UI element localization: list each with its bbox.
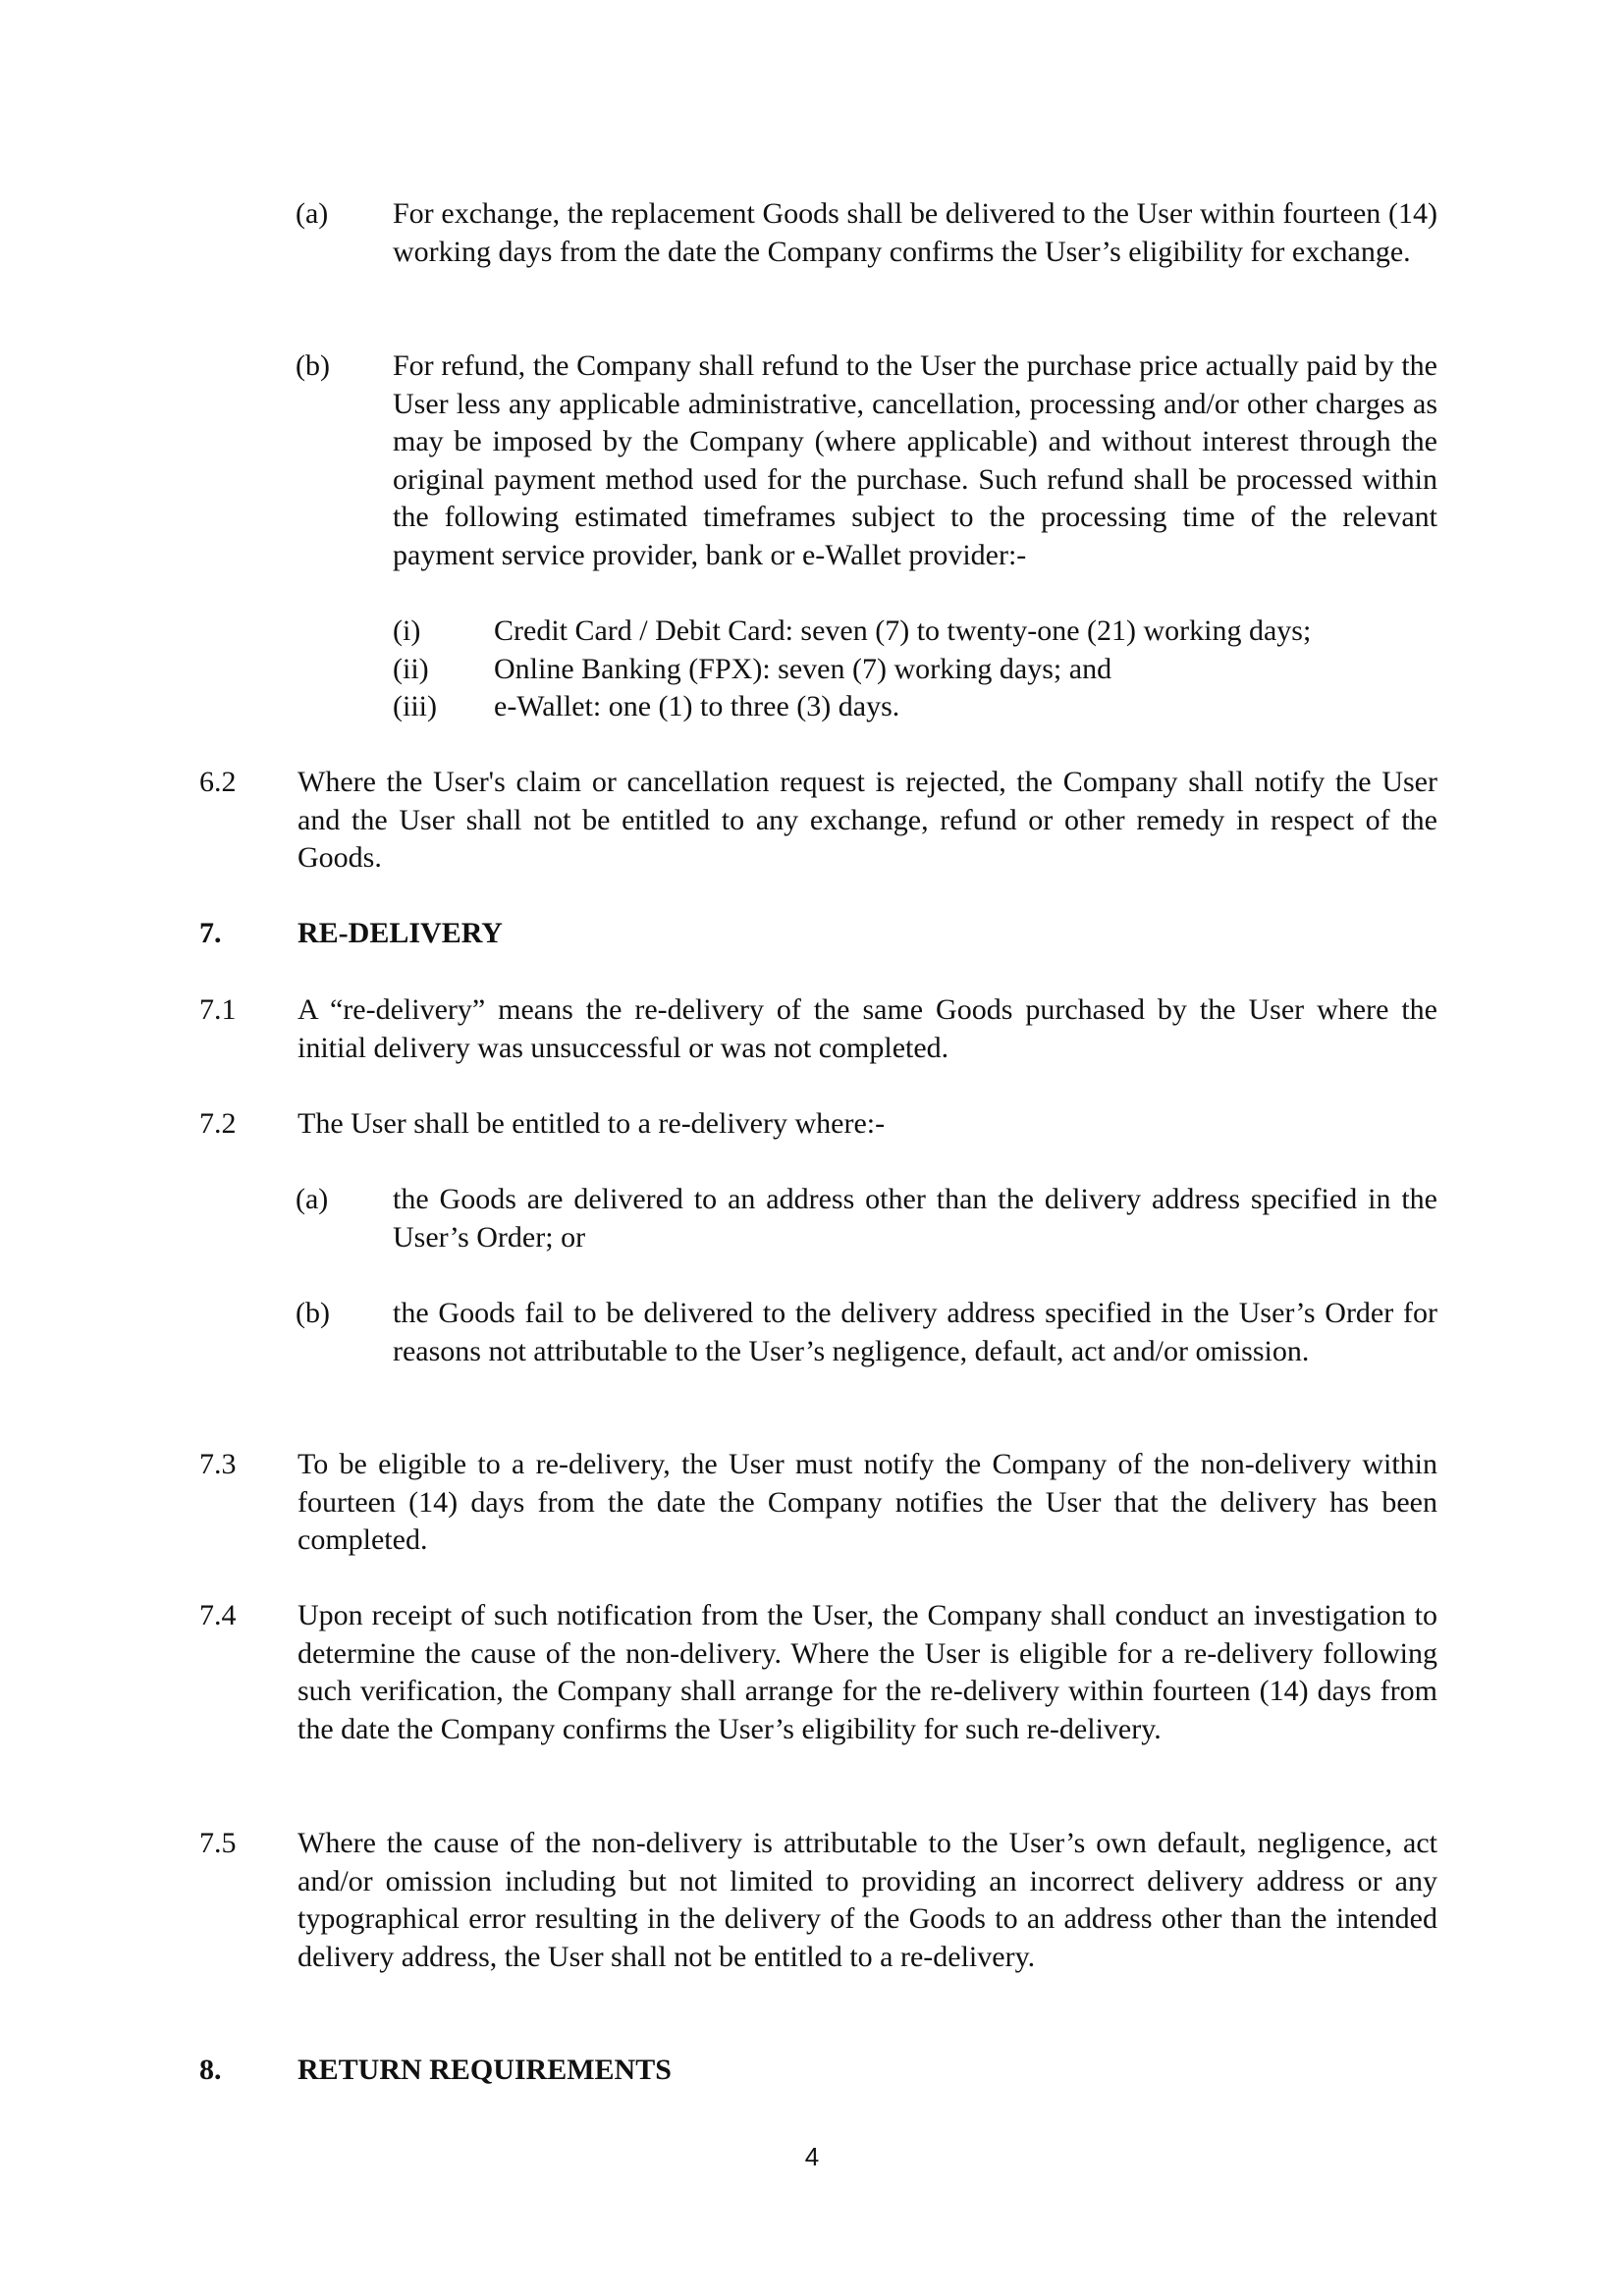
clause-7-3-number: 7.3 bbox=[199, 1448, 237, 1480]
clause-7-5-number: 7.5 bbox=[199, 1827, 237, 1859]
para-a-label: (a) bbox=[296, 197, 329, 230]
section-8-title: RETURN REQUIREMENTS bbox=[298, 2054, 672, 2086]
clause-7-2-number: 7.2 bbox=[199, 1107, 237, 1140]
refund-item-text: Credit Card / Debit Card: seven (7) to twenty-one (21) working days; bbox=[494, 614, 1312, 647]
clause-7-2-text: The User shall be entitled to a re-delivery where:- bbox=[298, 1107, 886, 1140]
clause-6-2-text: Where the User's claim or cancellation request is rejected, the Company shall notify the User and the User shall not be entitled to any exchange, refund or other remedy in respect of the Goods. bbox=[298, 766, 1437, 874]
refund-item-text: e-Wallet: one (1) to three (3) days. bbox=[494, 690, 900, 722]
refund-item-text: Online Banking (FPX): seven (7) working days; and bbox=[494, 653, 1112, 685]
para-a-text: For exchange, the replacement Goods shall be delivered to the User within fourteen (14) working days from the date the Company confirms the User’s eligibility for exchange. bbox=[393, 197, 1437, 268]
refund-item-label: (ii) bbox=[393, 653, 429, 685]
section-7-title: RE-DELIVERY bbox=[298, 917, 503, 949]
para-b-text: For refund, the Company shall refund to the User the purchase price actually paid by the User less any applicable administrative, cancellation, processing and/or other charges as may be imposed by the Company (where applicable) and without interest through the original payment method used for the purchase. Such refund shall be processed within the following estimated timeframes subject to the processing time of the relevant payment service provider, bank or e-Wallet provider:- bbox=[393, 349, 1437, 571]
clause-7-5-text: Where the cause of the non-delivery is attributable to the User’s own default, negligence, act and/or omission including but not limited to providing an incorrect delivery address or any typographical error resulting in the delivery of the Goods to an address other than the intended delivery address, the User shall not be entitled to a re-delivery. bbox=[298, 1827, 1437, 1973]
clause-7-2-a-label: (a) bbox=[296, 1183, 329, 1215]
page-number: 4 bbox=[804, 2142, 820, 2171]
para-b-label: (b) bbox=[296, 349, 330, 382]
clause-6-2-number: 6.2 bbox=[199, 766, 237, 798]
clause-7-4-number: 7.4 bbox=[199, 1599, 237, 1631]
clause-7-2-b-text: the Goods fail to be delivered to the delivery address specified in the User’s Order for reasons not attributable to the User’s negligence, default, act and/or omission. bbox=[393, 1297, 1437, 1367]
clause-7-1-number: 7.1 bbox=[199, 993, 237, 1026]
section-7-number: 7. bbox=[199, 917, 222, 949]
refund-item-label: (iii) bbox=[393, 690, 437, 722]
section-8-number: 8. bbox=[199, 2054, 222, 2086]
refund-item-label: (i) bbox=[393, 614, 421, 647]
clause-7-2-a-text: the Goods are delivered to an address other than the delivery address specified in the User’s Order; or bbox=[393, 1183, 1437, 1254]
clause-7-1-text: A “re-delivery” means the re-delivery of the same Goods purchased by the User where the initial delivery was unsuccessful or was not completed. bbox=[298, 993, 1437, 1064]
clause-7-3-text: To be eligible to a re-delivery, the User must notify the Company of the non-delivery within fourteen (14) days from the date the Company notifies the User that the delivery has been completed. bbox=[298, 1448, 1437, 1556]
clause-7-4-text: Upon receipt of such notification from the User, the Company shall conduct an investigation to determine the cause of the non-delivery. Where the User is eligible for a re-delivery following such verification, the Company shall arrange for the re-delivery within fourteen (14) days from the date the Company confirms the User’s eligibility for such re-delivery. bbox=[298, 1599, 1437, 1745]
clause-7-2-b-label: (b) bbox=[296, 1297, 330, 1329]
